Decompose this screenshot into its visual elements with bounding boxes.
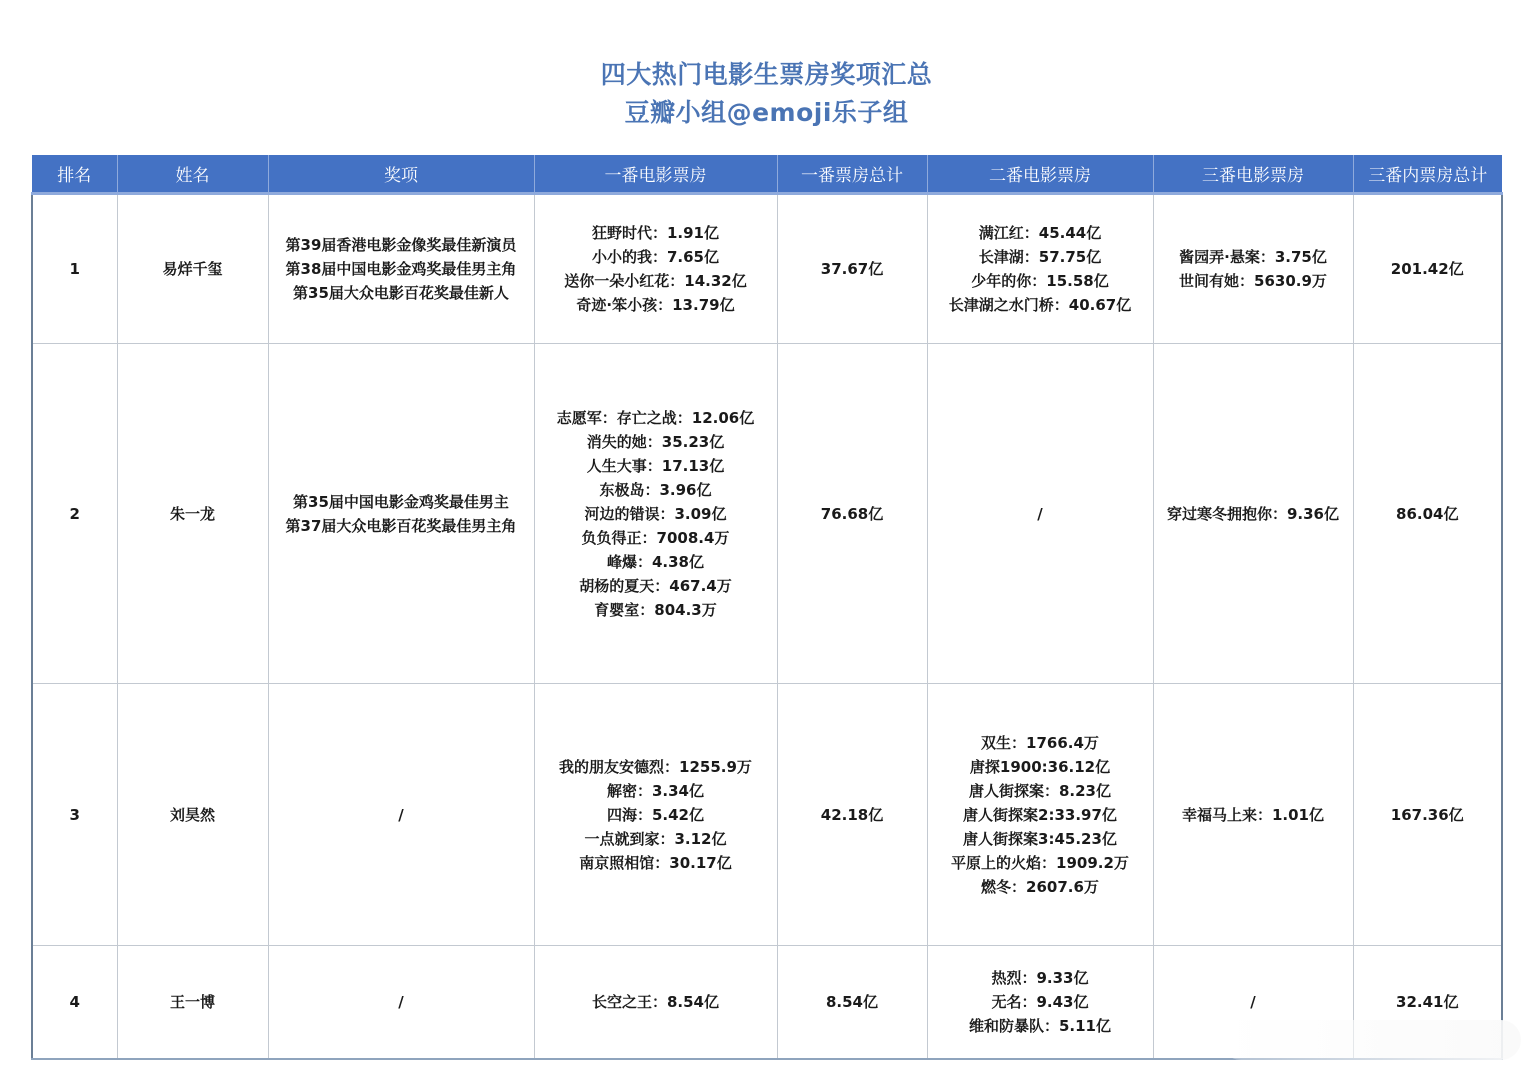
- lead-total-cell: 37.67亿: [777, 194, 927, 344]
- cell-line: 第37届大众电影百花奖最佳男主角: [285, 516, 517, 535]
- rank-cell: 2: [32, 344, 117, 684]
- header-lead-films: 一番电影票房: [534, 155, 777, 194]
- cell-line: /: [1037, 504, 1043, 523]
- third-films-cell: [1153, 194, 1353, 344]
- cell-line: 满江红：45.44亿: [978, 224, 1102, 242]
- cell-line: 第39届香港电影金像奖最佳新演员: [285, 236, 517, 254]
- lead-films-cell: [534, 684, 777, 946]
- cell-line: 酱园弄·悬案：3.75亿: [1179, 248, 1327, 266]
- cell-line: 燃冬：2607.6万: [981, 877, 1099, 896]
- cell-line: 双生：1766.4万: [981, 733, 1099, 752]
- header-top3-total: 三番内票房总计: [1353, 155, 1502, 194]
- watermark-overlay: [1221, 1020, 1521, 1060]
- title-block: [0, 56, 1533, 132]
- box-office-awards-table: [31, 155, 1503, 1060]
- top3-total-cell: 32.41亿: [1353, 946, 1502, 1059]
- cell-line: 第35届中国电影金鸡奖最佳男主: [293, 492, 509, 511]
- header-rank: 排名: [32, 155, 117, 194]
- table-header-row: [32, 155, 1502, 194]
- cell-line: 胡杨的夏天：467.4万: [579, 576, 732, 595]
- cell-line: 平原上的火焰：1909.2万: [951, 853, 1129, 872]
- cell-line: 狂野时代：1.91亿: [591, 224, 719, 242]
- cell-line: 送你一朵小红花：14.32亿: [564, 272, 747, 290]
- top3-total-cell: 201.42亿: [1353, 194, 1502, 344]
- lead-films-cell: [534, 344, 777, 684]
- second-films-cell: [927, 684, 1153, 946]
- cell-line: 负负得正：7008.4万: [581, 528, 730, 547]
- cell-line: 唐探1900:36.12亿: [969, 757, 1111, 776]
- top3-total-cell: 86.04亿: [1353, 344, 1502, 684]
- cell-line: 四海：5.42亿: [606, 805, 704, 824]
- cell-line: 热烈：9.33亿: [991, 968, 1089, 987]
- cell-line: 维和防暴队：5.11亿: [968, 1016, 1111, 1035]
- header-third-films: 三番电影票房: [1153, 155, 1353, 194]
- name-cell: 朱一龙: [117, 344, 268, 684]
- third-films-cell: [1153, 684, 1353, 946]
- top3-total-cell: 167.36亿: [1353, 684, 1502, 946]
- cell-line: 唐人街探案：8.23亿: [968, 781, 1111, 800]
- cell-line: 南京照相馆：30.17亿: [579, 853, 732, 872]
- cell-line: /: [398, 992, 404, 1011]
- cell-line: 唐人街探案2:33.97亿: [963, 805, 1117, 824]
- lead-films-cell: [534, 946, 777, 1059]
- header-name: 姓名: [117, 155, 268, 194]
- cell-line: 一点就到家：3.12亿: [584, 829, 727, 848]
- cell-line: 我的朋友安德烈：1255.9万: [559, 757, 752, 776]
- lead-total-cell: 76.68亿: [777, 344, 927, 684]
- table-row: [32, 684, 1502, 946]
- cell-line: 解密：3.34亿: [606, 781, 704, 800]
- header-second-films: 二番电影票房: [927, 155, 1153, 194]
- cell-line: 唐人街探案3:45.23亿: [963, 829, 1117, 848]
- cell-line: 长津湖之水门桥：40.67亿: [948, 296, 1132, 314]
- cell-line: 长空之王：8.54亿: [591, 992, 719, 1011]
- second-films-cell: [927, 946, 1153, 1059]
- cell-line: 穿过寒冬拥抱你：9.36亿: [1166, 504, 1339, 523]
- awards-cell: [268, 946, 534, 1059]
- second-films-cell: [927, 194, 1153, 344]
- cell-line: 东极岛：3.96亿: [599, 480, 712, 499]
- cell-line: 人生大事：17.13亿: [586, 456, 725, 475]
- page-subtitle: 豆瓣小组@emoji乐子组: [624, 98, 909, 127]
- awards-cell: [268, 344, 534, 684]
- rank-cell: 1: [32, 194, 117, 344]
- cell-line: 幸福马上来：1.01亿: [1181, 805, 1324, 824]
- table-row: [32, 194, 1502, 344]
- cell-line: 志愿军：存亡之战：12.06亿: [556, 408, 755, 427]
- name-cell: 刘昊然: [117, 684, 268, 946]
- lead-total-cell: 8.54亿: [777, 946, 927, 1059]
- cell-line: 第35届大众电影百花奖最佳新人: [293, 284, 509, 302]
- lead-total-cell: 42.18亿: [777, 684, 927, 946]
- rank-cell: 3: [32, 684, 117, 946]
- cell-line: 育婴室：804.3万: [594, 600, 717, 619]
- cell-line: 长津湖：57.75亿: [978, 248, 1102, 266]
- table-row: [32, 344, 1502, 684]
- awards-cell: [268, 194, 534, 344]
- third-films-cell: [1153, 344, 1353, 684]
- cell-line: 少年的你：15.58亿: [971, 272, 1109, 290]
- cell-line: 峰爆：4.38亿: [606, 552, 704, 571]
- cell-line: 无名：9.43亿: [991, 992, 1089, 1011]
- cell-line: 河边的错误：3.09亿: [584, 504, 727, 523]
- cell-line: 消失的她：35.23亿: [586, 432, 725, 451]
- cell-line: 小小的我：7.65亿: [591, 248, 719, 266]
- header-lead-total: 一番票房总计: [777, 155, 927, 194]
- cell-line: 世间有她：5630.9万: [1179, 272, 1327, 290]
- cell-line: 第38届中国电影金鸡奖最佳男主角: [285, 260, 517, 278]
- lead-films-cell: [534, 194, 777, 344]
- name-cell: 王一博: [117, 946, 268, 1059]
- cell-line: /: [1250, 992, 1256, 1011]
- header-awards: 奖项: [268, 155, 534, 194]
- cell-line: /: [398, 805, 404, 824]
- name-cell: 易烊千玺: [117, 194, 268, 344]
- awards-cell: [268, 684, 534, 946]
- second-films-cell: [927, 344, 1153, 684]
- cell-line: 奇迹·笨小孩：13.79亿: [576, 296, 735, 314]
- rank-cell: 4: [32, 946, 117, 1059]
- page-title: 四大热门电影生票房奖项汇总: [600, 60, 933, 89]
